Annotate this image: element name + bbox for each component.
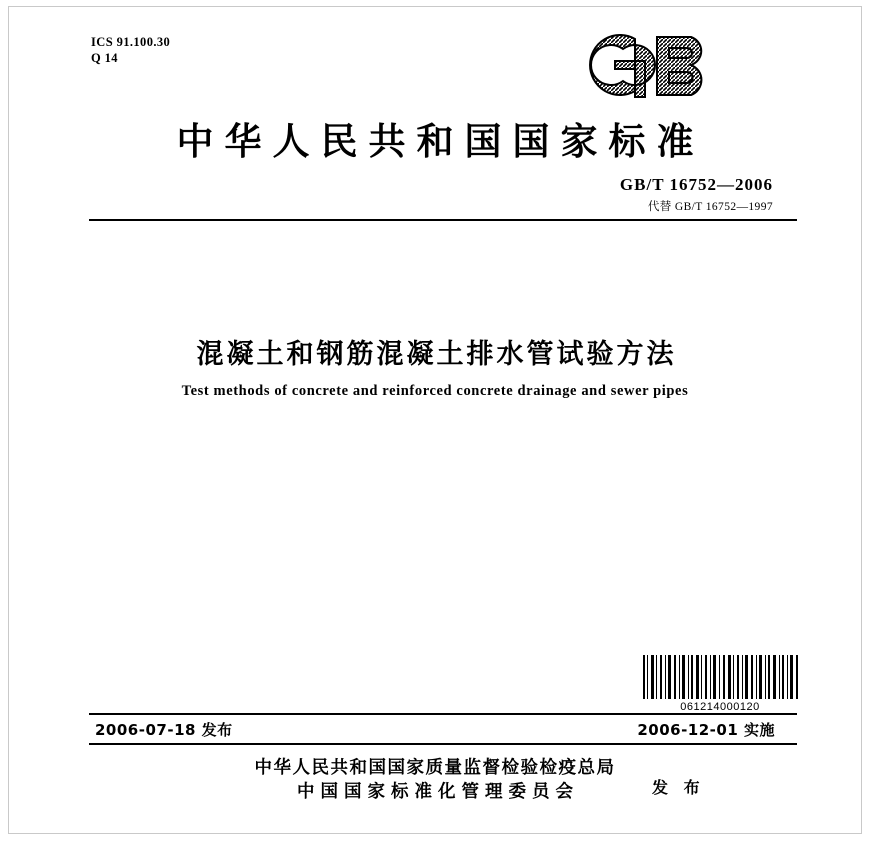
ccs-code: Q 14 — [91, 50, 118, 65]
divider-top — [89, 219, 797, 221]
gb-logo — [579, 31, 759, 99]
issuer-block — [9, 757, 861, 804]
divider-footer — [89, 743, 797, 745]
standard-replaces: 代替 GB/T 16752—1997 — [647, 201, 773, 213]
document-title-en: Test methods of concrete and reinforced concrete drainage and sewer pipes — [181, 383, 689, 399]
document-title-cn: 混凝土和钢筋混凝土排水管试验方法 — [196, 339, 677, 370]
ics-classification — [91, 35, 170, 66]
ics-code: ICS 91.100.30 — [91, 35, 171, 49]
publish-label: 发 布 — [652, 778, 705, 797]
page-sheet — [8, 6, 862, 834]
issuer-line-2: 中国国家标准化管理委员会 — [297, 781, 579, 802]
national-standard-title: 中华人民共和国国家标准 — [176, 120, 705, 163]
issue-date: 2006-07-18 发布 — [95, 721, 233, 739]
barcode-number: 061214000120 — [680, 701, 760, 713]
standard-number-block — [620, 175, 773, 214]
standard-number: GB/T 16752—2006 — [619, 175, 773, 194]
implementation-date: 2006-12-01 实施 — [637, 721, 775, 739]
barcode-icon — [641, 655, 799, 699]
divider-bottom — [89, 713, 797, 715]
barcode-block — [641, 655, 799, 713]
issuer-line-1: 中华人民共和国国家质量监督检验检疫总局 — [254, 758, 616, 778]
